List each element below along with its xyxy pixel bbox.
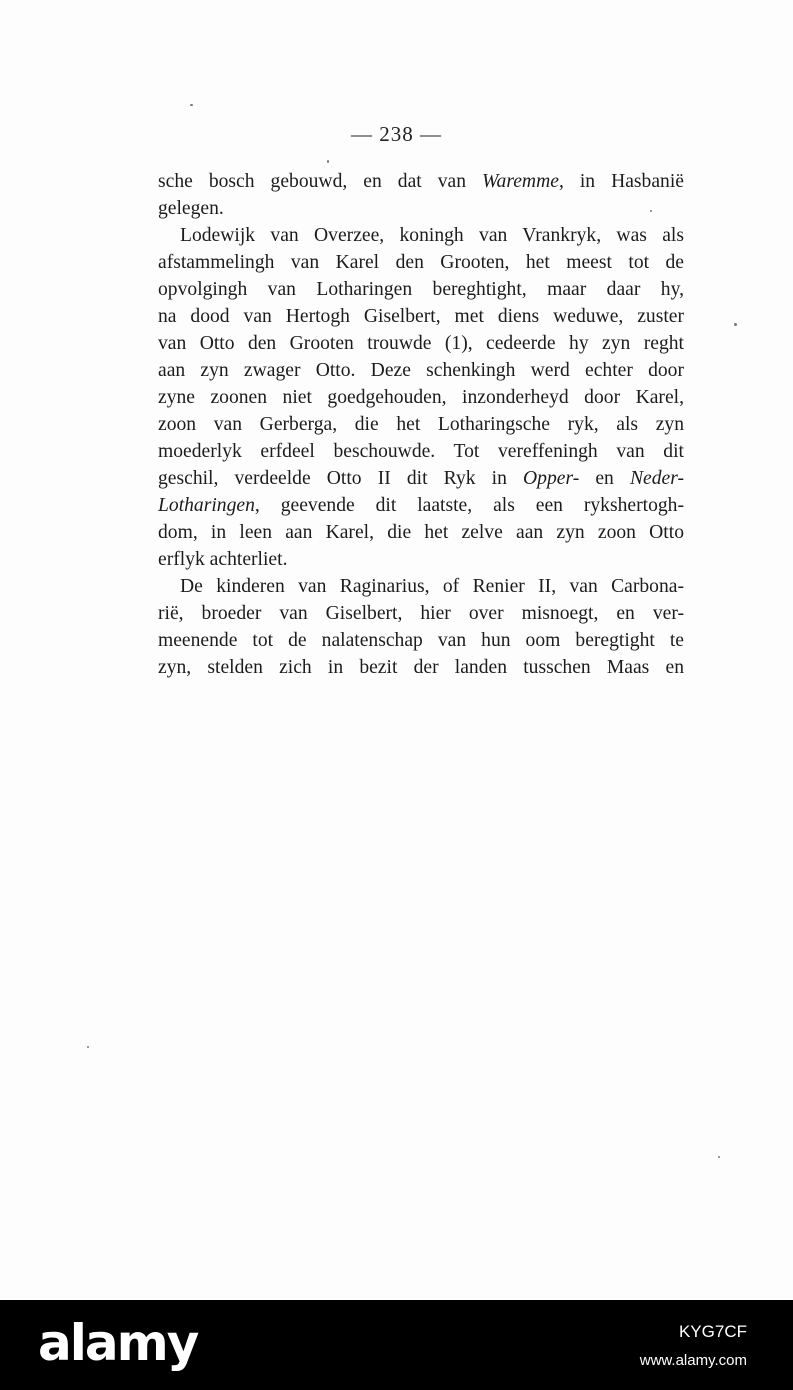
text-line-11: moederlyk erfdeel beschouwde. Tot vereffeningh van dit [158, 441, 684, 462]
page-number: — 238 — [351, 122, 442, 146]
text-line-1: sche bosch gebouwd, en dat van Waremme, in Hasbanië [158, 171, 684, 192]
alamy-logo: alamy [38, 1314, 198, 1372]
text-line-7: van Otto den Grooten trouwde (1), cedeerde hy zyn reght [158, 333, 684, 354]
text-line-17: rië, broeder van Giselbert, hier over misnoegt, en ver- [158, 603, 684, 624]
text-line-10: zoon van Gerberga, die het Lotharingsche ryk, als zyn [158, 414, 684, 435]
term-neder: Neder- [629, 468, 684, 489]
text-line-4: afstammelingh van Karel den Grooten, het meest tot de [158, 252, 684, 273]
text-line-13: Lotharingen, geevende dit laatste, als een rykshertogh- [158, 495, 684, 516]
place-name-waremme: Waremme [482, 171, 559, 192]
text-line-18: meenende tot de nalatenschap van hun oom beregtight te [158, 630, 684, 651]
text-line-16: De kinderen van Raginarius, of Renier II, van Carbona- [180, 576, 684, 597]
text-line-9: zyne zoonen niet goedgehouden, inzonderheyd door Karel, [158, 387, 684, 408]
paper-speck [190, 104, 193, 106]
text-line-19: zyn, stelden zich in bezit der landen tusschen Maas en [158, 657, 684, 678]
text-line-3: Lodewijk van Overzee, koningh van Vrankryk, was als [180, 225, 684, 246]
paper-speck [718, 1156, 720, 1158]
text-line-6: na dood van Hertogh Giselbert, met diens weduwe, zuster [158, 306, 684, 327]
text-line-5: opvolgingh van Lotharingen bereghtight, maar daar hy, [158, 279, 684, 300]
paper-speck [87, 1046, 89, 1048]
text-line-2: gelegen. [158, 198, 224, 219]
text-line-12: geschil, verdeelde Otto II dit Ryk in Opper- en Neder- [158, 468, 684, 489]
paper-speck [734, 323, 737, 326]
body-text [158, 168, 684, 681]
watermark-bar [0, 1300, 793, 1390]
watermark-url: www.alamy.com [639, 1352, 747, 1369]
text-line-15: erflyk achterliet. [158, 549, 288, 570]
term-lotharingen: Lotharingen [158, 495, 255, 516]
text-line-14: dom, in leen aan Karel, die het zelve aan zyn zoon Otto [158, 522, 684, 543]
paper-speck [327, 160, 329, 163]
term-opper: Opper- [523, 468, 580, 489]
text-line-8: aan zyn zwager Otto. Deze schenkingh werd echter door [158, 360, 684, 381]
paper-speck [650, 210, 652, 212]
image-code: KYG7CF [678, 1322, 747, 1341]
